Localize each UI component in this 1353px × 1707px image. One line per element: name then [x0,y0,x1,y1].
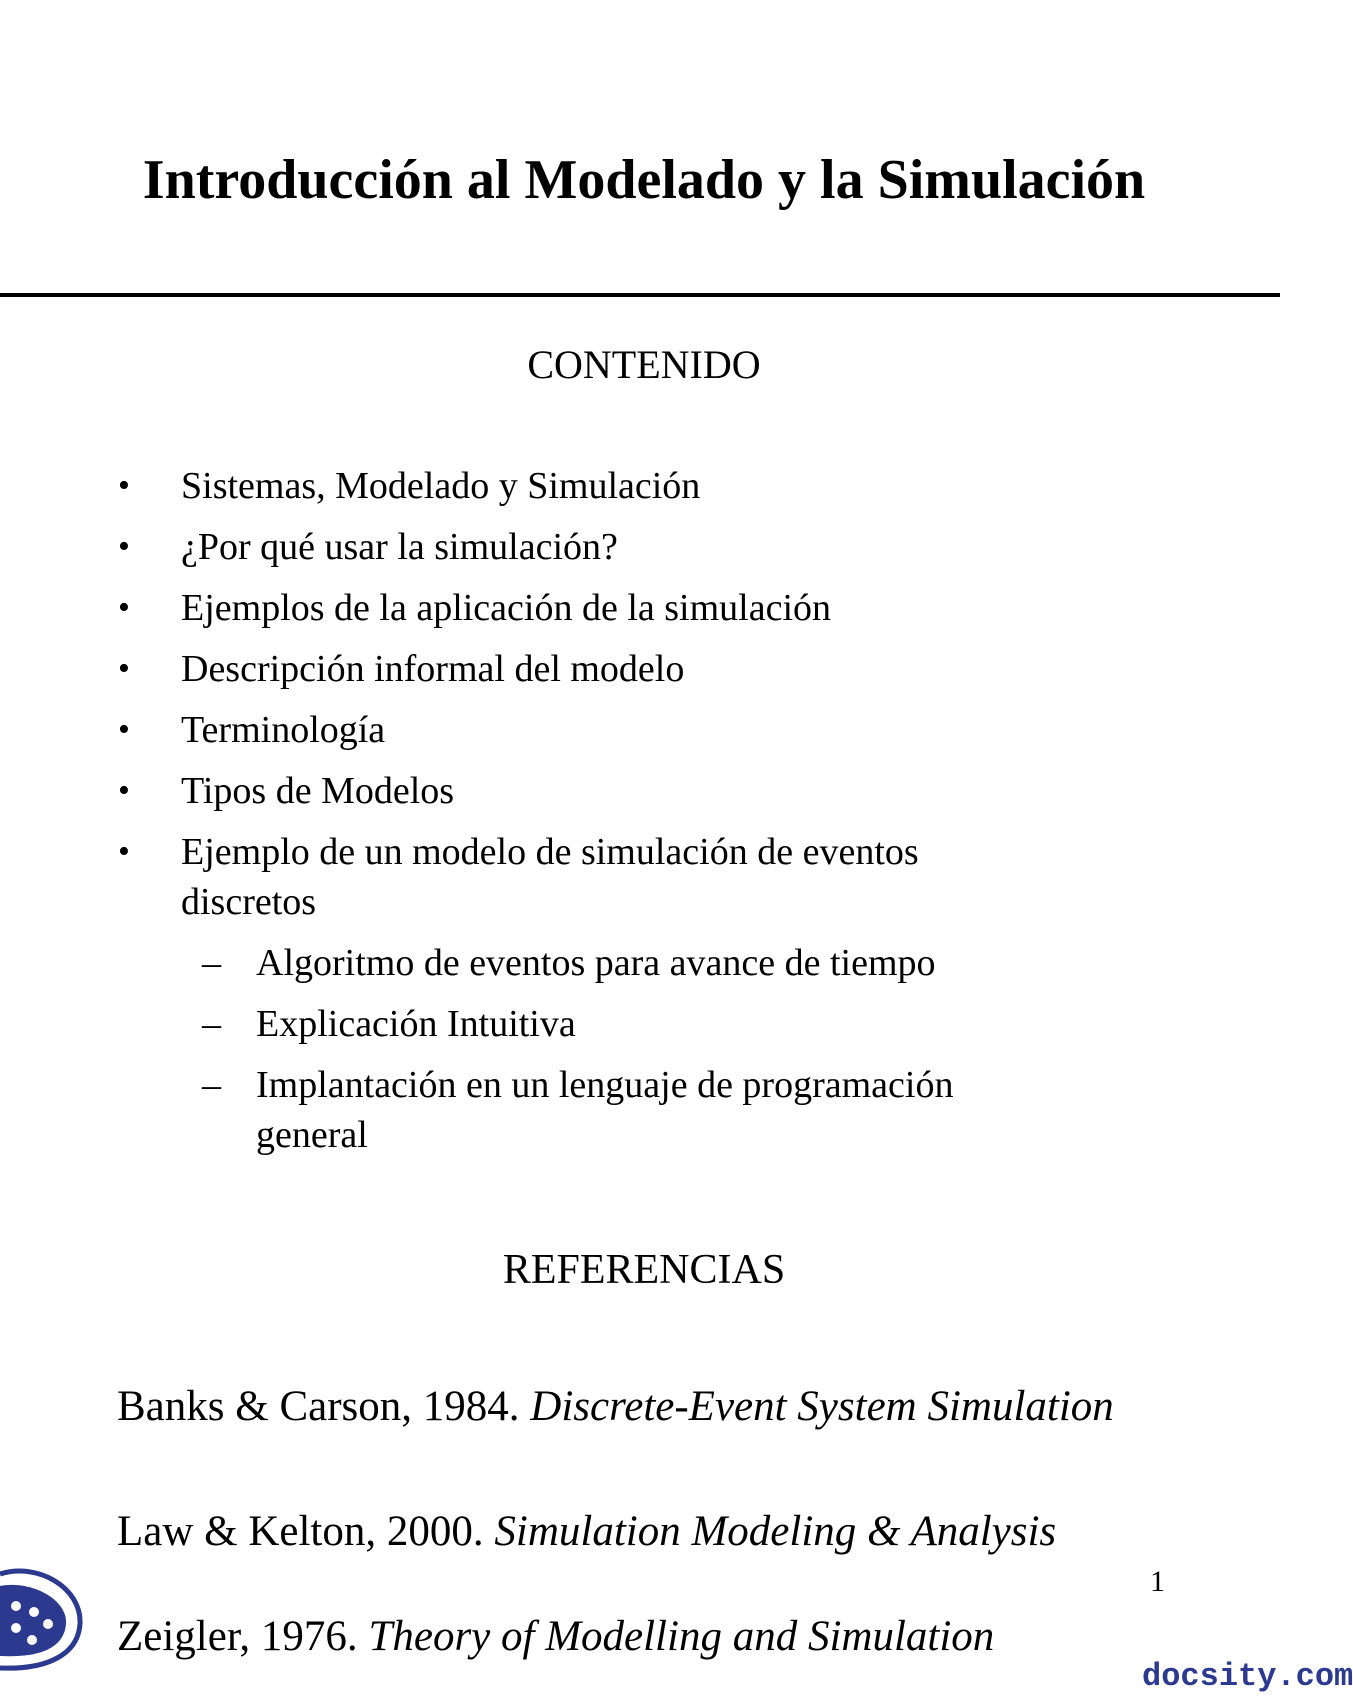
contents-item-text: Terminología [181,709,386,751]
reference-title: Simulation Modeling & Analysis [494,1508,1057,1555]
contents-item-text: Ejemplo de un modelo de simulación de eventos discretos [181,831,919,923]
contents-heading: CONTENIDO [527,342,761,387]
bullet-marker: • [118,589,130,626]
contents-list [0,461,1280,1171]
page-number: 1 [1150,1565,1165,1598]
title-divider [0,293,1280,297]
docsity-watermark: docsity.com [1142,1658,1353,1695]
contents-subitem [0,999,1056,1049]
dash-marker: – [202,942,221,984]
contents-item-text: Sistemas, Modelado y Simulación [181,465,701,507]
reference-authors: Banks & Carson, 1984. [117,1383,531,1430]
contents-item [0,766,1061,816]
contents-item [0,827,1061,927]
reference-item [117,1608,1241,1665]
bullet-marker: • [118,467,130,504]
contents-subitem-text: Explicación Intuitiva [256,1003,576,1045]
contents-item [0,461,1061,511]
reference-item [117,1503,1241,1560]
contents-item-text: Tipos de Modelos [181,770,455,812]
dash-marker: – [202,1003,221,1045]
logo-graphic [0,1562,86,1672]
bullet-marker: • [118,650,130,687]
reference-item [117,1378,1241,1435]
contents-subitem [0,938,1056,988]
contents-item-text: ¿Por qué usar la simulación? [181,526,618,568]
contents-subitem [0,1060,1056,1160]
bullet-marker: • [118,772,130,809]
reference-authors: Law & Kelton, 2000. [117,1508,495,1555]
contents-subitem-text: Algoritmo de eventos para avance de tiempo [256,942,936,984]
contents-item [0,583,1061,633]
contents-subitem-text: Implantación en un lenguaje de programación general [256,1064,954,1156]
contents-item [0,522,1061,572]
contents-item [0,644,1061,694]
reference-title: Discrete-Event System Simulation [530,1383,1114,1430]
reference-title: Theory of Modelling and Simulation [368,1613,995,1660]
contents-item-text: Descripción informal del modelo [181,648,685,690]
page-title: Introducción al Modelado y la Simulación [142,149,1146,211]
docsity-logo-icon [0,1562,86,1672]
contents-item-text: Ejemplos de la aplicación de la simulación [181,587,832,629]
contents-item [0,705,1061,755]
references-heading: REFERENCIAS [502,1247,786,1293]
reference-authors: Zeigler, 1976. [117,1613,369,1660]
bullet-marker: • [118,833,130,870]
bullet-marker: • [118,528,130,565]
bullet-marker: • [118,711,130,748]
dash-marker: – [202,1064,221,1106]
